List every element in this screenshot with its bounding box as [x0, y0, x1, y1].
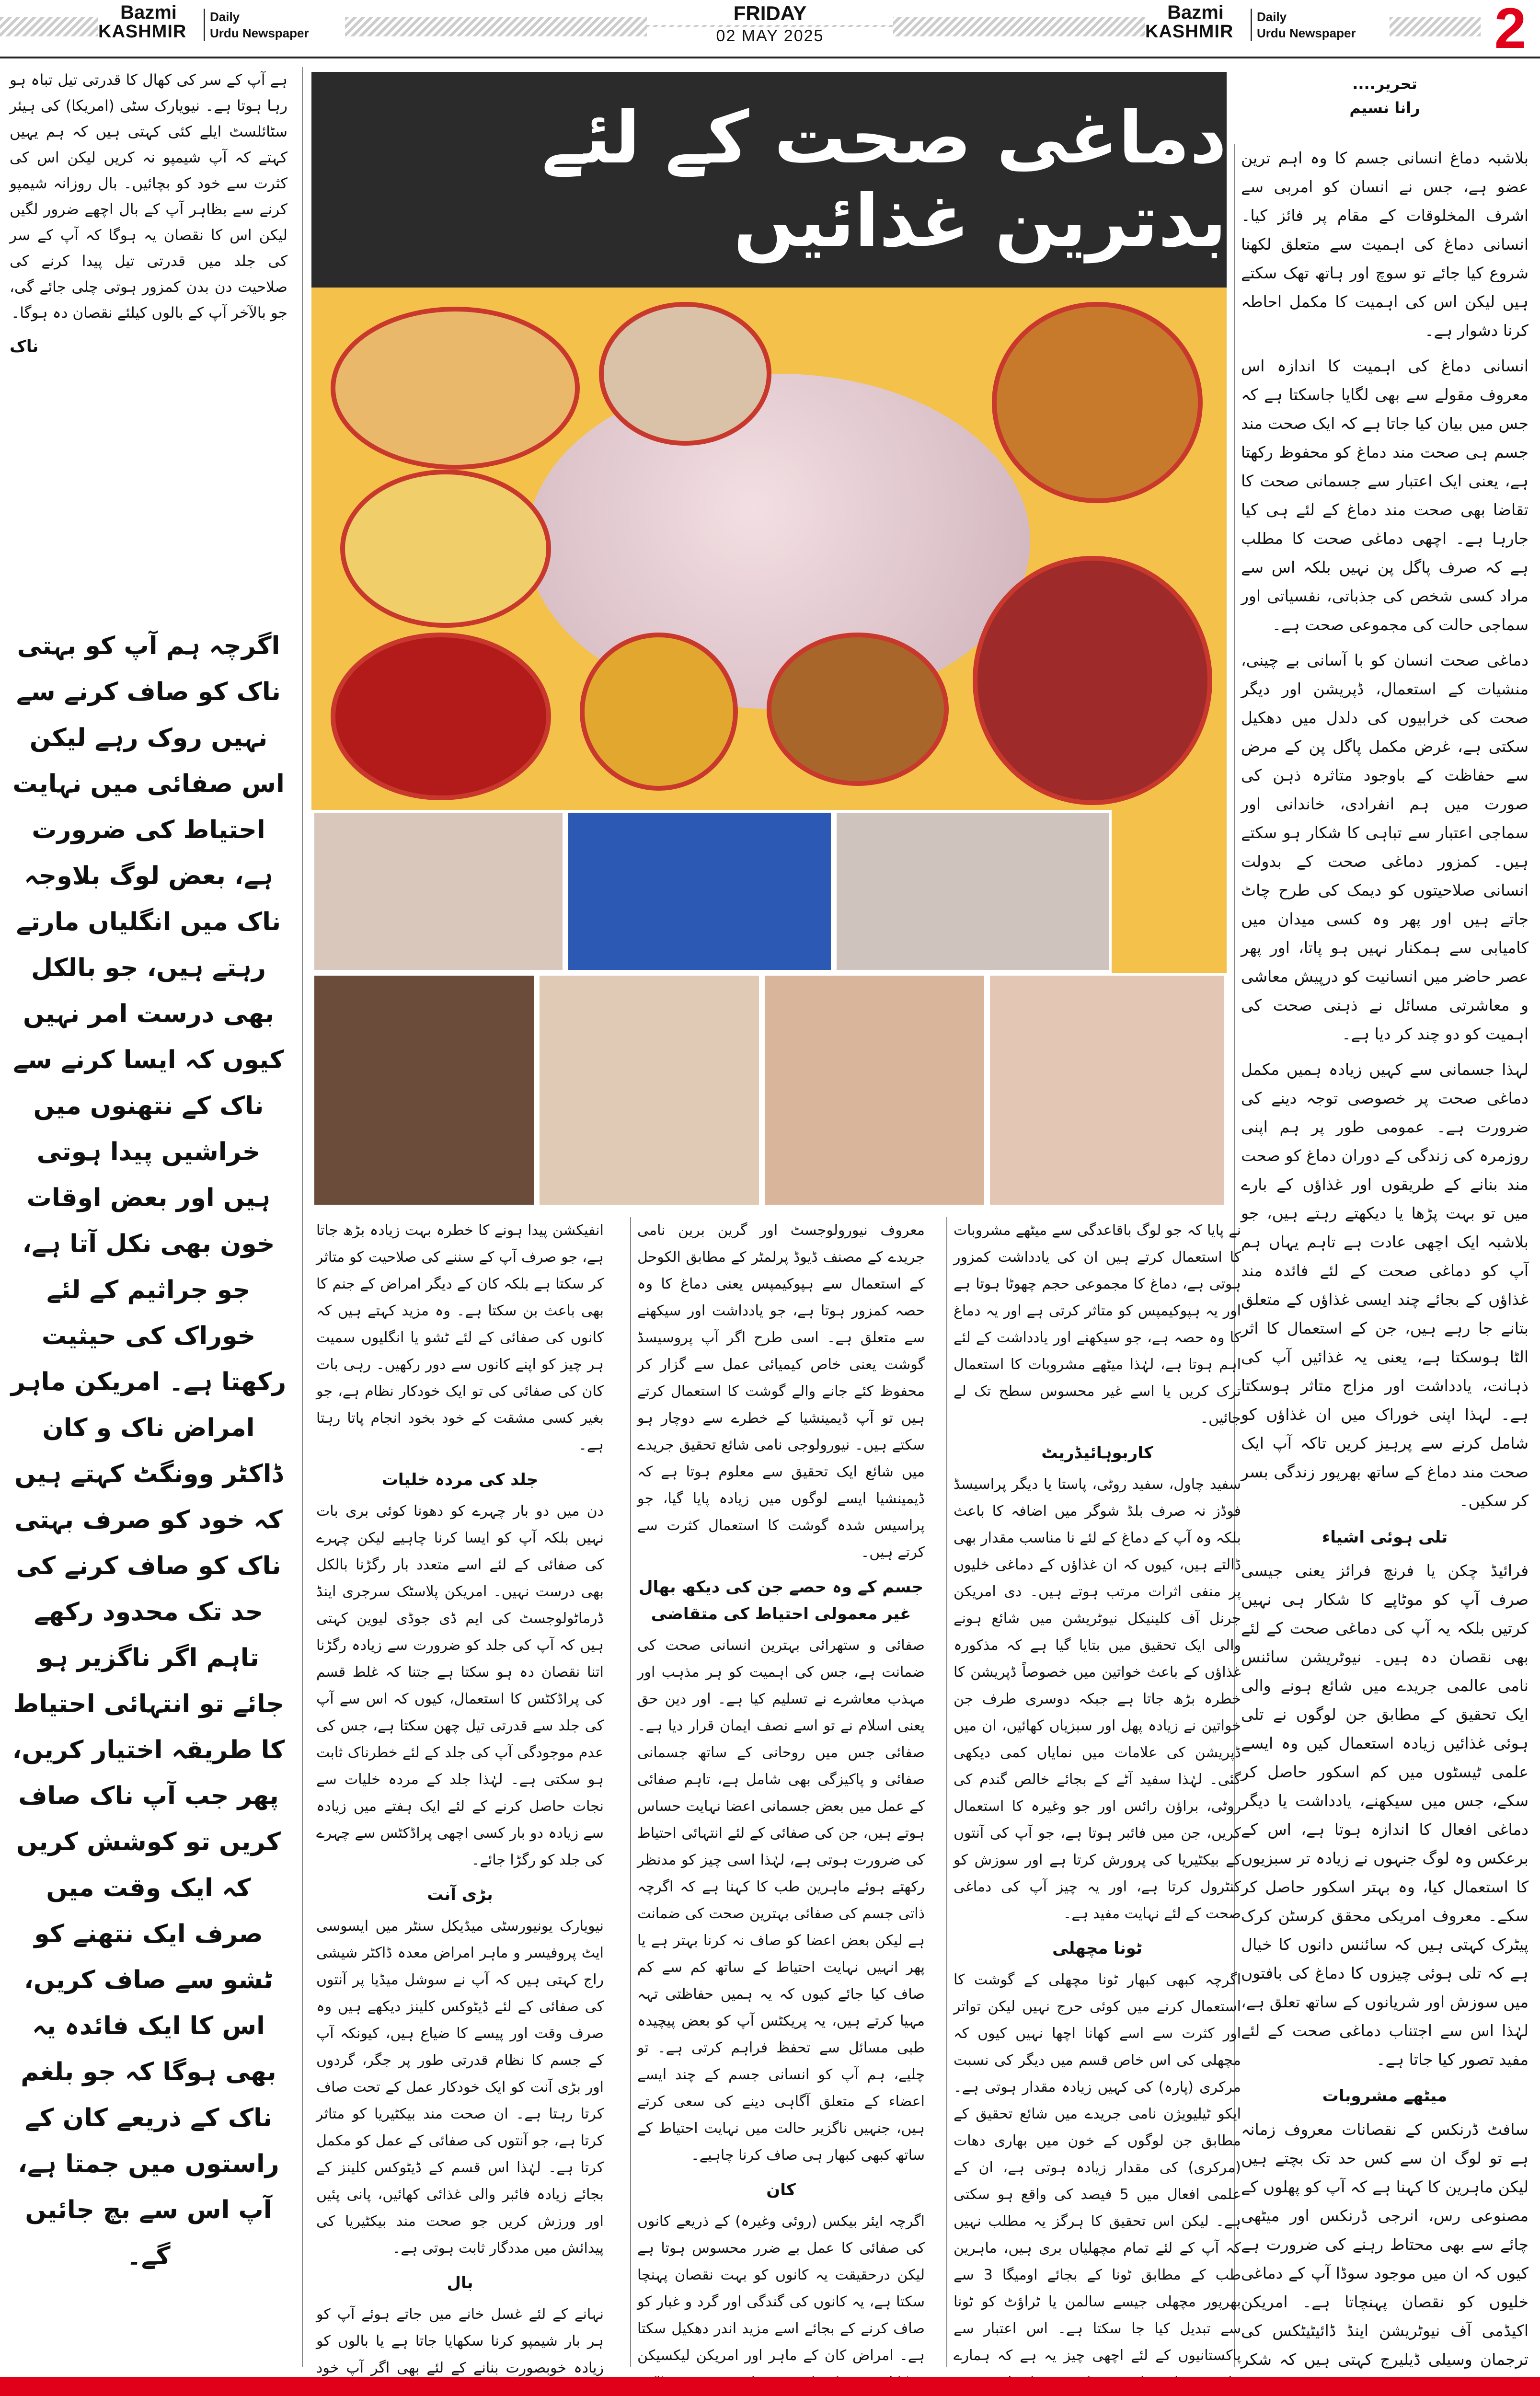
brand-subtitle-right — [1251, 9, 1356, 41]
fried-food-image — [992, 302, 1203, 503]
bread-image — [331, 307, 580, 470]
mid1-para-3: اگرچہ کبھی کبھار ٹونا مچھلی کے گوشت کا استعمال کرنے میں کوئی حرج نہیں لیکن تواتر اور کثرت سے اسے کھانا اچھا نہیں کیوں کہ مچھلی کی اس خاص قسم میں دیگر کی نسبت مرکری (پارہ) کی کہیں زیادہ مقدار ہوتی ہے۔ ایکو ٹیلیویژن نامی جریدے میں شائع تحقیق کے مطابق جن لوگوں کے خون میں بھاری دھات (مرکری) کی مقدار زیادہ ہوتی ہے، ان کے علمی افعال میں 5 فیصد کی واقع ہو سکتی ہے۔ لیکن اس تحقیق کا ہرگز یہ مطلب نہیں کہ آپ کے لئے تمام مچھلیاں بری ہیں، ماہرین طب کے مطابق ٹونا کے بجائے اومیگا 3 سے بھرپور مچھلی جیسے سالمن یا ٹراؤٹ کو ٹونا سے تبدیل کیا جا سکتا ہے۔ اس اعتبار سے پاکستانیوں کے لئے اچھی چیز یہ ہے کہ ہمارے — [954, 1971, 1241, 2364]
right-para-1: بلاشبہ دماغ انسانی جسم کا وہ اہم ترین عضو ہے، جس نے انسان کو امربی سے اشرف المخلوقات کے مقام پر فائز کیا۔ انسانی دماغ کی اہمیت سے متعلق لکھنا شروع کیا جائے تو سوچ اور ہاتھ تھک سکتے ہیں لیکن اس کی اہمیت کا مکمل احاطہ کرنا دشوار ہے۔ — [1241, 149, 1529, 340]
right-para-2: انسانی دماغ کی اہمیت کا اندازہ اس معروف مقولے سے بھی لگایا جاسکتا ہے کہ جس میں بیان کیا جاتا ہے کہ ایک صحت مند جسم ہی صحت مند دماغ کو محفوظ رکھتا ہے، یعنی ایک اعتبار سے جسمانی صحت کا تقاضا بھی صحت مند دماغ کے لئے ہی کیا جارہا ہے۔ اچھی دماغی صحت کا مطلب ہے کہ صرف پاگل پن نہیں بلکہ اس سے مراد کسی شخص کی جذباتی، نفسیاتی اور سماجی حالت کی مجموعی صحت ہے۔ — [1241, 357, 1529, 634]
brand-logo-right — [1145, 2, 1356, 42]
mid3-para-4: نہانے کے لئے غسل خانے میں جاتے ہوئے آپ کو ہر بار شیمپو کرنا سکھایا جاتا ہے یا بالوں کو زیادہ خوبصورت بنانے کے لئے بھی اگر آپ خود — [316, 2306, 604, 2376]
headline-box — [311, 72, 1227, 288]
subhead-tuna: ٹونا مچھلی — [1052, 1939, 1142, 1958]
byline-label: تحریر.... — [1352, 75, 1417, 93]
brand-sub2-right: Urdu Newspaper — [1257, 26, 1356, 40]
mid2-para-1: معروف نیورولوجسٹ اور گرین برین نامی جریدے کے مصنف ڈیوڈ پرلمٹر کے مطابق الکوحل کے استعمال سے ہپوکیمپس یعنی دماغ کا وہ حصہ کمزور ہوتا ہے، جو یادداشت اور سیکھنے سے متعلق ہے۔ اسی طرح اگر آپ پروسیسڈ گوشت یعنی خاص کیمیائی عمل سے گزار کر محفوظ کئے جانے والے گوشت کا استعمال کرتے ہیں تو آپ ڈیمینشیا کے خطرے سے دوچار ہو سکتے ہیں۔ نیورولوجی نامی شائع تحقیق جریدے میں شائع ایک تحقیق سے معلوم ہوتا ہے کہ ڈیمینشیا ایسے لوگوں میں زیادہ پایا گیا، جو پراسیس شدہ گوشت کا استعمال کثرت سے کرتے ہیں۔ — [637, 1222, 925, 1561]
mid2-para-3: اگرچہ ایئر بیکس (روئی وغیرہ) کے ذریعے کانوں کی صفائی کا عمل بے ضرر محسوس ہوتا ہے لیکن درحقیقت یہ کانوں کو بہت نقصان پہنچا سکتا ہے، یہ کانوں کی گندگی اور گرد و غبار کو صاف کرنے کے بجائے اسے مزید اندر دھکیل سکتا ہے۔ امراض کان کے ماہر اور امریکن لیکسیکن — [637, 2213, 925, 2364]
issue-day: FRIDAY — [647, 2, 893, 25]
header-band-left — [0, 17, 98, 36]
junk-food-collage — [311, 288, 1227, 1208]
right-para-5: فرائیڈ چکن یا فرنچ فرائز یعنی جیسی صرف آپ کو موٹاپے کا شکار ہی نہیں کرتیں بلکہ یہ آپ کی دماغی صحت کے لئے بھی نقصان دہ ہیں۔ نیوٹریشن سائنس نامی عالمی جریدے میں شائع ہونے والی ایک تحقیق کے مطابق جن لوگوں نے تلی ہوئی غذائیں زیادہ استعمال کیں وہ ایسے علمی ٹیسٹوں میں کم اسکور حاصل کر سکے، جس میں سیکھنے، یادداشت یا دیگر دماغی افعال کا اندازہ ہوتا ہے، اس کے برعکس وہ لوگ جنہوں نے زیادہ تر سبزیوں کا استعمال کیا، وہ بہتر اسکور حاصل کر سکے۔ معروف امریکی محقق کرسٹن کرک پیٹرک کہتی ہیں کہ سائنس دانوں کا خیال ہے کہ تلی ہوئی چیزوں کا دماغ کی بافتوں میں سوزش اور شریانوں کے ساتھ تعلق ہے، لہٰذا اس سے اجتناب دماغی صحت کے لئے مفید تصور کیا جاتا ہے۔ — [1241, 1561, 1529, 2069]
mid3-para-3: نیویارک یونیورسٹی میڈیکل سنٹر میں ایسوسی ایٹ پروفیسر و ماہر امراض معدہ ڈاکٹر شیشی راج کہتی ہیں کہ آپ نے سوشل میڈیا پر آنتوں کی صفائی کے لئے ڈیٹوکس کلینز دیکھے ہیں وہ صرف وقت اور پیسے کا ضیاع ہیں، کیونکہ آپ کے جسم کا نظام قدرتی طور پر جگر، گردوں اور بڑی آنت کو ایک خودکار عمل کے تحت صاف کرتا رہتا ہے۔ ان صحت مند بیکٹیریا کو متاثر کرتا ہے، جو آنتوں کی صفائی کے عمل کو مکمل کرتا ہے۔ لہٰذا اس قسم کے ڈیٹوکس کلینز کے بجائے زیادہ فائبر والی غذائی کھائیں، پانی پئیں اور ورزش کریں جو صحت مند بیکٹیریا کی پیدائش میں مددگار ثابت ہوتی ہے۔ — [316, 1918, 604, 2257]
issue-date: 02 MAY 2025 — [647, 27, 893, 46]
eye-skin-photo — [311, 810, 565, 973]
middle-column-1 — [954, 1217, 1241, 2367]
brand-logo-left — [98, 2, 309, 42]
burger-image — [767, 633, 949, 786]
brand-sub2: Urdu Newspaper — [210, 26, 309, 40]
intestine-photo — [565, 810, 834, 973]
hair-wash-photo — [311, 973, 537, 1208]
mid1-para-1: نے پایا کہ جو لوگ باقاعدگی سے میٹھے مشروبات کا استعمال کرتے ہیں ان کی یادداشت کمزور ہوتی ہے، دماغ کا مجموعی حجم چھوٹا ہوتا ہے اور یہ ہپوکیمپس کو متاثر کرتی ہے اور یہ دماغ کا وہ حصہ ہے، جو سیکھنے اور یادداشت کے لئے اہم ہوتا ہے، لہٰذا میٹھے مشروبات کا استعمال ترک کریں یا اسے غیر محسوس سطح تک لے جائیں۔ — [954, 1222, 1241, 1427]
column-divider — [630, 1217, 631, 2367]
subhead-colon: بڑی آنت — [427, 1885, 493, 1904]
right-para-3: دماغی صحت انسان کو با آسانی بے چینی، منشیات کے استعمال، ڈپریشن اور دیگر صحت کی خرابیوں کی دلدل میں دھکیل سکتی ہے، غرض مکمل پاگل پن کے مرض سے حفاظت کے باوجود متاثرہ ذہن کی صورت میں ہم انفرادی، خاندانی اور سماجی اعتبار سے تباہی کا شکار ہو سکتے ہیں۔ کمزور دماغی صحت کے بدولت انسانی صلاحیتوں کو دیمک کی طرح چاٹ جاتے ہیں اور پھر وہ کسی میدان میں کامیابی سے ہمکنار نہیں ہو پاتا، اور پھر عصر حاضر میں انسانیت کو درپیش معاشی و معاشرتی مسائل نے ذہنی صحت کی اہمیت کو دو چند کر دیا ہے۔ — [1241, 651, 1529, 1043]
mid3-para-2: دن میں دو بار چہرے کو دھونا کوئی بری بات نہیں بلکہ آپ کو ایسا کرنا چاہیے لیکن چہرے کی صفائی کے لئے اسے متعدد بار رگڑنا بالکل بھی درست نہیں۔ امریکن پلاسٹک سرجری اینڈ ڈرماٹولوجسٹ کی ایم ڈی جوڈی لیوین کہتی ہیں کہ آپ کی جلد کو ضرورت سے زیادہ رگڑنا اتنا نقصان دہ ہو سکتا ہے جتنا کہ غلط قسم کی پراڈکٹس کا استعمال، کیوں کہ اس سے آپ کی جلد سے قدرتی تیل چھن سکتا ہے، جس کی عدم موجودگی آپ کی جلد کے لئے خطرناک ثابت ہو سکتی ہے۔ لہٰذا جلد کے مردہ خلیات سے نجات حاصل کرنے کے لئے ایک ہفتے میں زیادہ سے زیادہ دو بار کسی اچھی پراڈکٹس سے چہرے کی جلد کو رگڑا جائے۔ — [316, 1503, 604, 1868]
brand-subtitle — [204, 9, 309, 41]
subhead-dead-skin: جلد کی مردہ خلیات — [381, 1470, 539, 1489]
ear-cleaning-photo — [537, 973, 762, 1208]
brand-line2: KASHMIR — [98, 22, 187, 42]
brand-sub1: Daily — [210, 10, 240, 24]
column-divider — [946, 1217, 947, 2367]
subhead-hair: بال — [447, 2273, 473, 2292]
byline — [1241, 72, 1529, 120]
hand-skin-photo — [987, 973, 1227, 1208]
subhead-fried: تلی ہوئی اشیاء — [1322, 1528, 1448, 1547]
tuna-image — [599, 302, 771, 446]
subhead-carbs: کاربوہائیڈریٹ — [1041, 1443, 1153, 1463]
middle-column-3 — [316, 1217, 604, 2376]
sneeze-photo — [834, 810, 1112, 973]
page-number: 2 — [1494, 0, 1527, 60]
subhead-nose: ناک — [10, 337, 39, 356]
subhead-sweet-drinks: میٹھے مشروبات — [1322, 2086, 1448, 2106]
left-column-top — [10, 67, 287, 589]
header-band-right — [1390, 17, 1481, 36]
masthead — [0, 0, 1540, 58]
footer-bar — [0, 2377, 1540, 2396]
face-skin-photo — [762, 973, 987, 1208]
right-column — [1241, 144, 1529, 2367]
headline: دماغی صحت کے لئے بدترین غذائیں — [541, 96, 1227, 263]
brand-sub1-right: Daily — [1257, 10, 1287, 24]
right-para-4: لہذا جسمانی سے کہیں زیادہ ہمیں مکمل دماغی صحت پر خصوصی توجہ دینے کی ضرورت ہے۔ عمومی طور پر ہم اپنی روزمرہ کی زندگی کے دوران دماغ کو صحت مند بنانے کے طریقوں اور غذاؤں کے بارے میں تو بہت پڑھا یا دیکھتے رہتے ہیں، جو بلاشبہ ایک اچھی عادت ہے تاہم یہاں ہم آپ کو دماغی صحت کے لئے فائدہ مند غذاؤں کے بجائے چند ایسی غذاؤں کے متعلق بتانے جا رہے ہیں، جن کے استعمال کا اثر الٹا ہوسکتا ہے، یعنی یہ غذائیں آپ کی ذہانت، یادداشت اور مزاج متاثر ہوسکتا ہے۔ لہذا اپنی خوراک میں ان غذاؤں کو شامل کرنے سے پرہیز کریں تاکہ آپ ایک صحت مند دماغ کے ساتھ بھرپور زندگی بسر کر سکیں۔ — [1241, 1060, 1529, 1510]
author-name: رانا نسیم — [1349, 99, 1420, 117]
column-divider — [302, 67, 303, 2367]
right-para-6: سافٹ ڈرنکس کے نقصانات معروف زمانہ ہے تو لوگ ان سے کس حد تک بچتے ہیں لیکن ماہرین کا کہنا ہے کہ آپ کو پھلوں کے مصنوعی رس، انرجی ڈرنکس اور میٹھی چائے سے بھی محتاط رہنے کی ضرورت ہے کیوں کہ ان میں موجود سوڈا آپ کے دماغی خلیوں کو نقصان پہنچاتا ہے۔ امریکن اکیڈمی آف نیوٹریشن اینڈ ڈائیٹیٹکس کی ترجمان وسیلی ڈیلیرج کہتی ہیں کہ شکر — [1241, 2120, 1529, 2369]
brand-line1-right: Bazmi — [1167, 2, 1224, 23]
brand-line2-right: KASHMIR — [1145, 22, 1234, 42]
soda-image — [331, 633, 551, 800]
mid3-para-1: انفیکشن پیدا ہونے کا خطرہ بہت زیادہ بڑھ جاتا ہے، جو صرف آپ کے سننے کی صلاحیت کو متاثر کر سکتا ہے بلکہ کان کے دیگر امراض کے جنم کا بھی باعث بن سکتا ہے۔ وہ مزید کہتے ہیں کہ کانوں کی صفائی کے لئے ٹشو یا انگلیوں سمیت ہر چیز کو اپنے کانوں سے دور رکھیں۔ رہی بات کان کی صفائی کی تو ایک خودکار نظام ہے، جو بغیر کسی مشقت کے خود بخود انجام پاتا رہتا ہے۔ — [316, 1222, 604, 1453]
left-para-1: ہے آپ کے سر کی کھال کا قدرتی تیل تباہ ہو رہا ہوتا ہے۔ نیویارک سٹی (امریکا) کی ہیئر سٹائلسٹ ایلے کئی کہتی ہیں کہ ہم یہیں کہتے کہ آپ شیمپو نہ کریں لیکن اس کی کثرت سے خود کو بچائیں۔ بال روزانہ شیمپو کرنے سے بظاہر آپ کے بال اچھے ضرور لگیں لیکن اس کا نقصان یہ ہوگا کہ آپ کے سر کی جلد میں قدرتی تیل پیدا کرنے کی صلاحیت دن بدن کمزور ہوتی چلی جائے گی، جو بالآخر آپ کے بالوں کیلئے نقصان دہ ہوگا۔ — [10, 71, 287, 322]
brand-line1: Bazmi — [120, 2, 177, 23]
mid1-para-2: سفید چاول، سفید روٹی، پاستا یا دیگر پراسیسڈ فوڈز نہ صرف بلڈ شوگر میں اضافہ کا باعث بلکہ وہ آپ کے دماغ کے لئے نا مناسب مقدار بھی ڈالتے ہیں، کیوں کہ ان غذاؤں کے دماغی خلیوں پر منفی اثرات مرتب ہوتے ہیں۔ دی امریکن جرنل آف کلینیکل نیوٹریشن میں شائع ہونے والی ایک تحقیق میں بتایا گیا ہے کہ مذکورہ غذاؤں کے باعث خواتین میں خصوصاً ڈپریشن کا خطرہ بڑھ جاتا ہے جبکہ دوسری طرف جن خواتین نے زیادہ پھل اور سبزیاں کھائیں، ان میں ڈپریشن کی علامات میں نمایاں کمی دیکھی گئی۔ لہٰذا سفید آٹے کے بجائے خالص گندم کی روٹی، براؤن رائس اور جو وغیرہ کا استعمال کریں، جن میں فائبر ہوتا ہے، جو آپ کی آنتوں کے بیکٹیریا کی پرورش کرتا ہے اور سوزش کو کنٹرول کرتا ہے، اور یہ چیز آپ کی دماغی صحت کے لئے نہایت مفید ہے۔ — [954, 1476, 1241, 1922]
subhead-ear: کان — [766, 2180, 796, 2200]
subhead-body-parts: جسم کے وہ حصے جن کی دیکھ بھال غیر معمولی احتیاط کی متقاضی — [639, 1578, 923, 1624]
nose-advice-text: اگرچہ ہم آپ کو بہتی ناک کو صاف کرنے سے نہیں روک رہے لیکن اس صفائی میں نہایت احتیاط کی ضرورت ہے، بعض لوگ بلاوجہ ناک میں انگلیاں مارتے رہتے ہیں، جو بالکل بھی درست امر نہیں کیوں کہ ایسا کرنے سے ناک کے نتھنوں میں خراشیں پیدا ہوتی ہیں اور بعض اوقات خون بھی نکل آتا ہے، جو جراثیم کے لئے خوراک کی حیثیت رکھتا ہے۔ امریکن ماہر امراض ناک و کان ڈاکٹر وونگٹ کہتے ہیں کہ خود کو صرف بہتی ناک کو صاف کرنے کی حد تک محدود رکھے تاہم اگر ناگزیر ہو جائے تو انتہائی احتیاط کا طریقہ اختیار کریں، پھر جب آپ ناک صاف کریں تو کوشش کریں کہ ایک وقت میں صرف ایک نتھنے کو ٹشو سے صاف کریں، اس کا ایک فائدہ یہ بھی ہوگا کہ جو بلغم ناک کے ذریعے کان کے راستوں میں جمتا ہے، آپ اس سے بچ جائیں گے۔ — [11, 632, 287, 2270]
meat-image — [973, 556, 1212, 805]
middle-column-2 — [637, 1217, 925, 2367]
left-column-pullquote — [10, 623, 287, 2367]
pasta-image — [340, 470, 551, 628]
fries-image — [580, 633, 738, 791]
mid2-para-2: صفائی و ستھرائی بہترین انسانی صحت کی ضمانت ہے، جس کی اہمیت کو ہر مذہب اور مہذب معاشرے نے تسلیم کیا ہے۔ اور دین حق یعنی اسلام نے تو اسے نصف ایمان قرار دیا ہے۔ صفائی جس میں روحانی کے ساتھ جسمانی صفائی و پاکیزگی بھی شامل ہے، تاہم صفائی کے عمل میں بعض جسمانی اعضا نہایت حساس ہوتے ہیں، جن کی صفائی کے لئے انتہائی احتیاط کی ضرورت ہوتی ہے، لہٰذا اسی چیز کو مدنظر رکھتے ہوئے ماہرین طب کا کہنا ہے کہ اگرچہ ذاتی جسم کی صفائی بہترین صحت کی ضمانت ہے لیکن بعض اعضا کو صاف نہ کرنا بہتر ہے یا پھر انہیں نہایت احتیاط کے ساتھ کم سے کم صاف کیا جائے کیوں کہ یہ ہمیں حفاظتی تہہ مہیا کرتے ہیں، یہ پریکٹس آپ کو بعض پیچیدہ طبی مسائل سے تحفظ فراہم کرتی ہے۔ تو چلیے، ہم آپ کو انسانی جسم کے چند ایسے اعضاء کے متعلق آگاہی دینے کی سعی کرتے ہیں، جنہیں ناگزیر حالت میں نہایت احتیاط کے ساتھ کبھی کبھار ہی صاف کرنا چاہیے۔ — [637, 1637, 925, 2164]
